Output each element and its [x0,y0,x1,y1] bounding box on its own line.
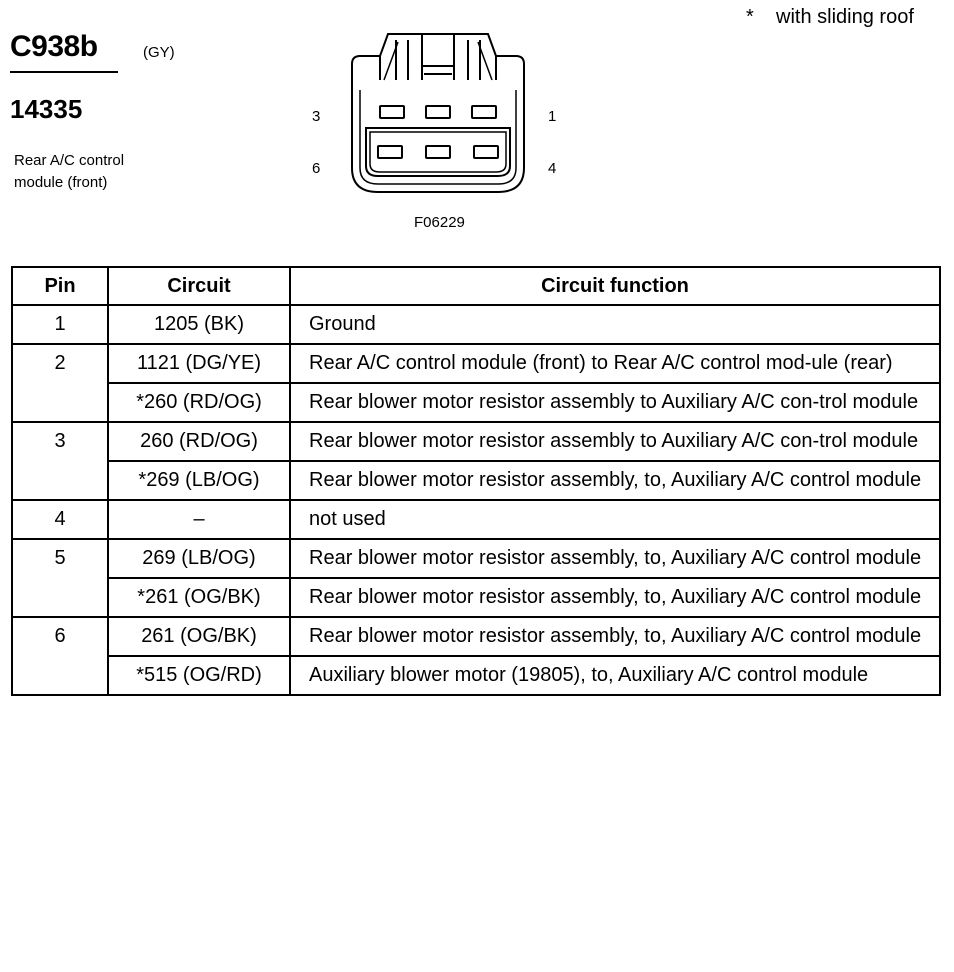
table-row [12,656,940,695]
connector-pocket [366,128,510,176]
figure-id: F06229 [414,214,465,231]
header-pin: Pin [12,267,108,305]
pin-label-4: 4 [548,160,557,177]
table-row [12,578,940,617]
table-row [12,539,940,578]
description-line-2: module (front) [14,174,108,191]
pin-label-6: 6 [312,160,321,177]
table-row [12,500,940,539]
cavity-3 [380,106,404,118]
pin-label-1: 1 [548,108,557,125]
circuit-cell: 1205 (BK) [108,305,290,344]
connector-description [14,150,164,194]
table-row [12,422,940,461]
table-header-row [12,267,940,305]
connector-housing [352,34,524,192]
note-marker: * [746,6,754,28]
pin-cell: 5 [12,539,108,617]
function-cell: Auxiliary blower motor (19805), to, Auxiliary A/C control module [290,656,940,695]
pin-label-3: 3 [312,108,321,125]
function-cell: Rear blower motor resistor assembly, to, Auxiliary A/C control module [290,578,940,617]
table-row [12,617,940,656]
table-row [12,344,940,383]
connector-latch [380,34,496,80]
cavity-4 [474,146,498,158]
circuit-cell: – [108,500,290,539]
table-row [12,383,940,422]
circuit-cell: *261 (OG/BK) [108,578,290,617]
table-row [12,305,940,344]
cavity-1 [472,106,496,118]
circuit-cell: 260 (RD/OG) [108,422,290,461]
header-circuit: Circuit [108,267,290,305]
pin-cell: 2 [12,344,108,422]
sliding-roof-note [746,6,914,29]
function-cell: Rear blower motor resistor assembly to Auxiliary A/C con-trol module [290,422,940,461]
circuit-cell: 1121 (DG/YE) [108,344,290,383]
function-cell: Rear blower motor resistor assembly, to, Auxiliary A/C control module [290,461,940,500]
connector-color: (GY) [143,44,175,61]
connector-id-underline [10,71,118,73]
connector-face-diagram [338,28,538,198]
circuit-cell: *269 (LB/OG) [108,461,290,500]
description-line-1: Rear A/C control [14,152,125,169]
function-cell: Rear blower motor resistor assembly to Auxiliary A/C con-trol module [290,383,940,422]
function-cell: Rear blower motor resistor assembly, to, Auxiliary A/C control module [290,539,940,578]
connector-id: C938b [10,30,98,63]
function-cell: not used [290,500,940,539]
cavity-6 [378,146,402,158]
function-cell: Rear A/C control module (front) to Rear A/C control mod-ule (rear) [290,344,940,383]
part-number: 14335 [10,94,83,124]
circuit-cell: 269 (LB/OG) [108,539,290,578]
circuit-cell: *515 (OG/RD) [108,656,290,695]
circuit-cell: *260 (RD/OG) [108,383,290,422]
pin-table [11,266,941,696]
header-function: Circuit function [290,267,940,305]
function-cell: Rear blower motor resistor assembly, to, Auxiliary A/C control module [290,617,940,656]
cavity-5 [426,146,450,158]
table-row [12,461,940,500]
function-cell: Ground [290,305,940,344]
pin-cell: 6 [12,617,108,695]
pin-cell: 4 [12,500,108,539]
pin-cell: 3 [12,422,108,500]
pin-cell: 1 [12,305,108,344]
circuit-cell: 261 (OG/BK) [108,617,290,656]
note-text: with sliding roof [776,6,914,28]
cavity-2 [426,106,450,118]
